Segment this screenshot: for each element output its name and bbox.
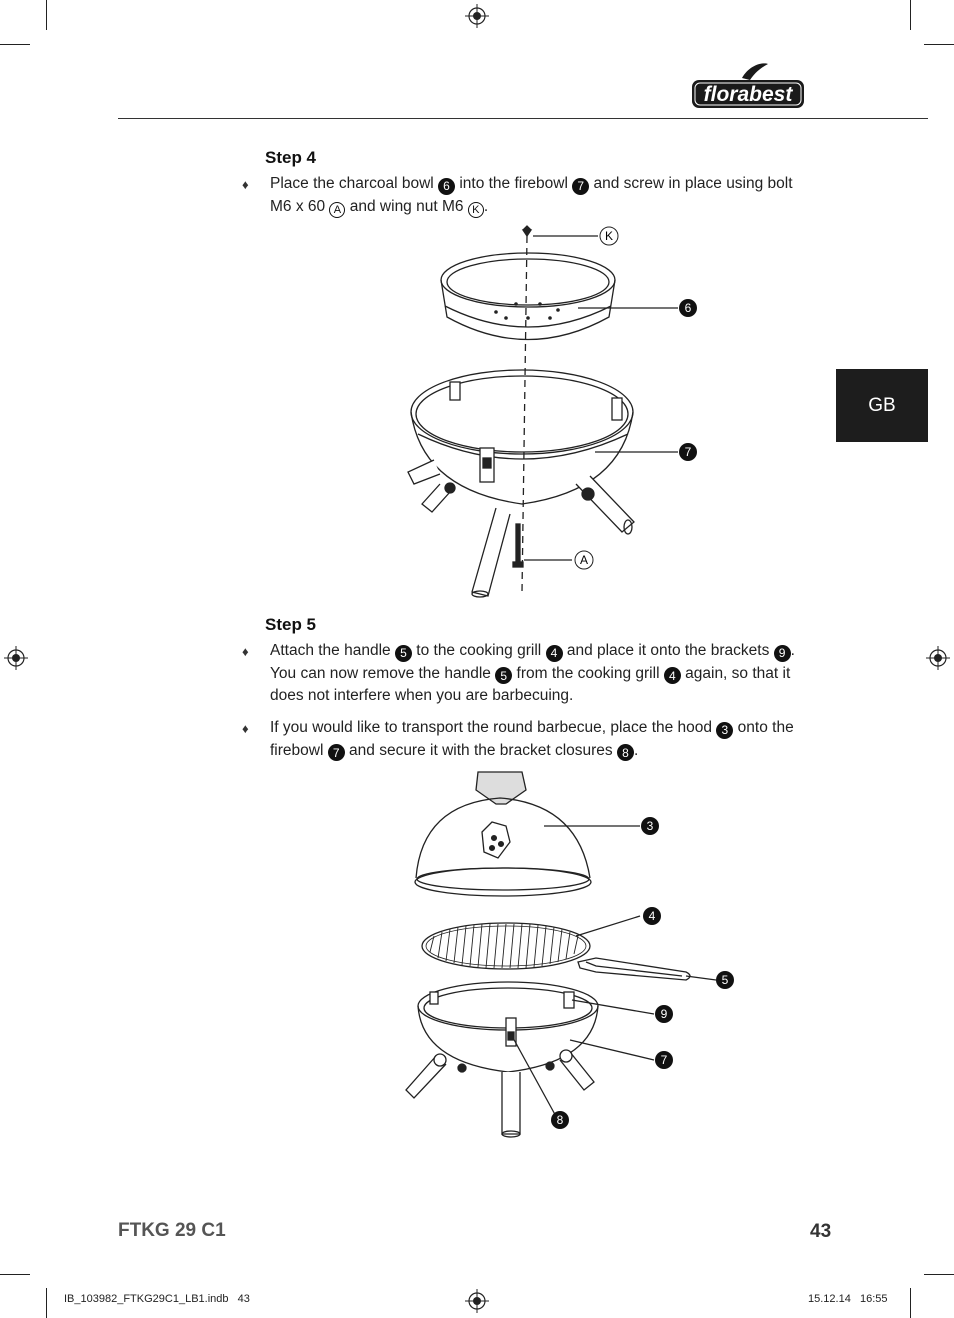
callout-9: 9 xyxy=(660,1007,668,1021)
text-run: and place it onto the brackets xyxy=(562,642,774,659)
part-number-badge: 3 xyxy=(716,722,733,739)
crop-mark xyxy=(924,44,954,45)
text-run: and screw in place using bolt M6 x 60 xyxy=(270,175,793,215)
bullet-icon: ♦ xyxy=(242,721,249,736)
step4-instruction xyxy=(270,173,810,218)
step5-heading: Step 5 xyxy=(265,615,317,634)
callout-7: 7 xyxy=(684,445,692,459)
part-letter-badge: K xyxy=(468,202,484,218)
figure-charcoal-bowl-assembly xyxy=(400,222,730,600)
print-slug-date: 15.12.14 16:55 xyxy=(808,1293,888,1305)
handle-icon xyxy=(578,958,690,980)
wing-nut-icon xyxy=(523,226,531,236)
hood-icon xyxy=(415,772,591,896)
bolt-icon xyxy=(513,524,523,567)
cooking-grill-icon xyxy=(422,923,590,969)
crop-mark xyxy=(910,0,911,30)
crop-mark xyxy=(910,1288,911,1318)
text-run: to the cooking grill xyxy=(411,642,546,659)
crop-mark xyxy=(0,1274,30,1275)
registration-mark-icon xyxy=(465,1289,489,1313)
part-number-badge: 7 xyxy=(328,744,345,761)
text-run: . xyxy=(633,741,639,759)
model-number: FTKG 29 C1 xyxy=(118,1220,226,1241)
callout-k: K xyxy=(604,229,614,243)
header-rule xyxy=(118,118,928,119)
part-letter-badge: A xyxy=(329,202,345,218)
text-run: into the firebowl xyxy=(455,175,573,192)
crop-mark xyxy=(46,0,47,30)
part-number-badge: 4 xyxy=(664,667,681,684)
crop-mark xyxy=(46,1288,47,1318)
text-run: and wing nut M6 xyxy=(345,197,468,215)
registration-mark-icon xyxy=(4,646,28,670)
callout-6: 6 xyxy=(684,301,692,315)
part-number-badge: 8 xyxy=(617,744,634,761)
callout-5: 5 xyxy=(721,973,729,987)
text-run: and secure it with the bracket closures xyxy=(344,741,617,759)
text-run: . You can now remove the handle xyxy=(270,642,795,682)
callout-8: 8 xyxy=(556,1113,564,1127)
page-number: 43 xyxy=(810,1221,832,1242)
registration-mark-icon xyxy=(926,646,950,670)
callout-4: 4 xyxy=(648,909,656,923)
language-tab: GB xyxy=(836,369,928,442)
callout-7: 7 xyxy=(660,1053,668,1067)
firebowl-icon xyxy=(406,982,598,1137)
part-number-badge: 5 xyxy=(495,667,512,684)
step5-instruction-2 xyxy=(270,717,810,762)
text-run: Attach the handle xyxy=(270,642,395,659)
print-slug-file: IB_103982_FTKG29C1_LB1.indb 43 xyxy=(64,1293,250,1305)
part-number-badge: 5 xyxy=(395,645,412,662)
callout-3: 3 xyxy=(646,819,654,833)
text-run: . xyxy=(483,197,489,215)
charcoal-bowl-icon xyxy=(441,253,615,340)
crop-mark xyxy=(0,44,30,45)
registration-mark-icon xyxy=(465,4,489,28)
text-run: again, so that it does not interfere when you are barbecuing. xyxy=(270,664,791,704)
step4-heading: Step 4 xyxy=(265,148,317,167)
step5-instruction-1 xyxy=(270,640,810,708)
part-number-badge: 9 xyxy=(774,645,791,662)
text-run: onto the firebowl xyxy=(270,719,794,759)
text-run: from the cooking grill xyxy=(512,664,664,682)
bullet-icon: ♦ xyxy=(242,644,249,659)
brand-logo-text: florabest xyxy=(703,83,793,106)
part-number-badge: 6 xyxy=(438,178,455,195)
text-run: If you would like to transport the round barbecue, place the hood xyxy=(270,719,717,736)
brand-logo xyxy=(690,62,806,110)
bullet-icon: ♦ xyxy=(242,177,249,192)
part-number-badge: 4 xyxy=(546,645,563,662)
figure-assembled-barbecue xyxy=(400,766,740,1144)
callout-a: A xyxy=(579,553,589,567)
text-run: Place the charcoal bowl xyxy=(270,175,439,192)
part-number-badge: 7 xyxy=(572,178,589,195)
crop-mark xyxy=(924,1274,954,1275)
